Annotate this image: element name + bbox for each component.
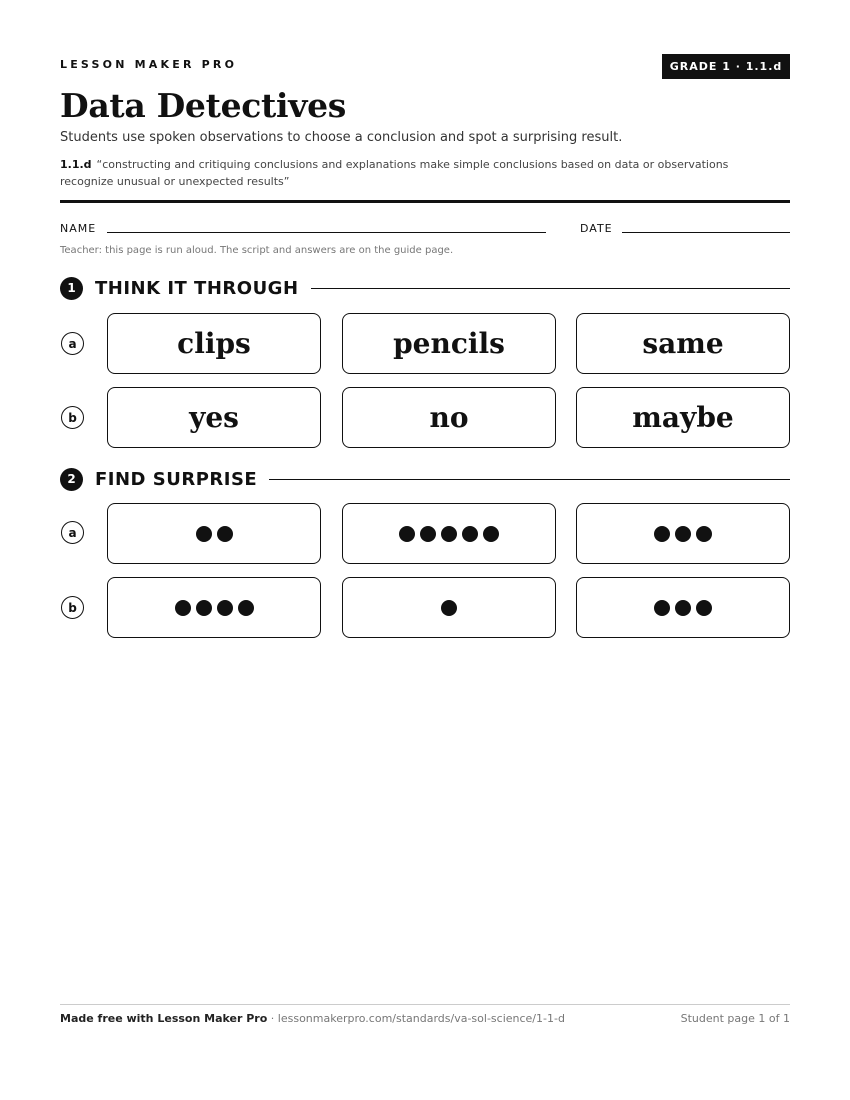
standard-code: 1.1.d xyxy=(60,158,92,171)
row-label-1b: b xyxy=(61,406,84,429)
dot xyxy=(675,526,691,542)
name-field[interactable] xyxy=(107,232,546,233)
footer-url[interactable]: lessonmakerpro.com/standards/va-sol-science/1-1-d xyxy=(277,1012,565,1025)
dot xyxy=(238,600,254,616)
dot xyxy=(441,600,457,616)
dot xyxy=(675,600,691,616)
date-label: DATE xyxy=(580,222,613,235)
grade-badge: GRADE 1 · 1.1.d xyxy=(662,54,790,79)
option-word: no xyxy=(429,401,469,434)
section-divider xyxy=(269,479,790,480)
dot-group xyxy=(175,600,254,616)
section-1-header xyxy=(60,276,790,300)
dot-card-2a-1[interactable] xyxy=(107,503,321,564)
dot xyxy=(696,526,712,542)
dot-card-2b-2[interactable] xyxy=(342,577,556,638)
standard-text: “constructing and critiquing conclusions and explanations make simple conclusions based on data or observations recognize unusual or unexpected results” xyxy=(60,158,729,188)
option-word: same xyxy=(642,327,724,360)
option-card-1a-2[interactable] xyxy=(342,313,556,374)
brand-name: LESSON MAKER PRO xyxy=(60,58,238,71)
dot xyxy=(654,600,670,616)
dot xyxy=(696,600,712,616)
dot xyxy=(654,526,670,542)
option-word: maybe xyxy=(632,401,734,434)
dot-card-2b-1[interactable] xyxy=(107,577,321,638)
footer-made-with: Made free with Lesson Maker Pro xyxy=(60,1012,268,1025)
section-title: THINK IT THROUGH xyxy=(95,277,299,299)
dot xyxy=(441,526,457,542)
section-number-badge: 1 xyxy=(60,277,83,300)
dot-card-2a-3[interactable] xyxy=(576,503,790,564)
section-number-badge: 2 xyxy=(60,468,83,491)
section-2-header xyxy=(60,467,790,491)
row-label-1a: a xyxy=(61,332,84,355)
header-divider xyxy=(60,200,790,203)
dot-group xyxy=(654,526,712,542)
option-card-1a-3[interactable] xyxy=(576,313,790,374)
dot xyxy=(399,526,415,542)
option-card-1b-3[interactable] xyxy=(576,387,790,448)
row-label-2b: b xyxy=(61,596,84,619)
option-word: clips xyxy=(177,327,251,360)
section-title: FIND SURPRISE xyxy=(95,468,258,490)
dot xyxy=(196,600,212,616)
dot xyxy=(217,526,233,542)
page-title: Data Detectives xyxy=(60,86,347,125)
row-label-2a: a xyxy=(61,521,84,544)
dot-card-2b-3[interactable] xyxy=(576,577,790,638)
page-subtitle: Students use spoken observations to choose a conclusion and spot a surprising result. xyxy=(60,130,623,145)
option-card-1a-1[interactable] xyxy=(107,313,321,374)
option-card-1b-2[interactable] xyxy=(342,387,556,448)
dot xyxy=(196,526,212,542)
dot xyxy=(483,526,499,542)
option-word: yes xyxy=(189,401,239,434)
dot-group xyxy=(399,526,499,542)
name-label: NAME xyxy=(60,222,97,235)
dot-card-2a-2[interactable] xyxy=(342,503,556,564)
dot-group xyxy=(196,526,233,542)
standard-description xyxy=(60,156,780,190)
option-word: pencils xyxy=(393,327,505,360)
footer-credit xyxy=(60,1012,565,1025)
teacher-note: Teacher: this page is run aloud. The script and answers are on the guide page. xyxy=(60,245,454,256)
dot-group xyxy=(654,600,712,616)
option-card-1b-1[interactable] xyxy=(107,387,321,448)
date-field[interactable] xyxy=(622,232,790,233)
dot-group xyxy=(441,600,457,616)
dot xyxy=(462,526,478,542)
dot xyxy=(420,526,436,542)
section-divider xyxy=(311,288,790,289)
dot xyxy=(175,600,191,616)
footer-page-number: Student page 1 of 1 xyxy=(680,1012,790,1025)
footer-separator: · xyxy=(267,1012,278,1025)
dot xyxy=(217,600,233,616)
footer-divider xyxy=(60,1004,790,1005)
